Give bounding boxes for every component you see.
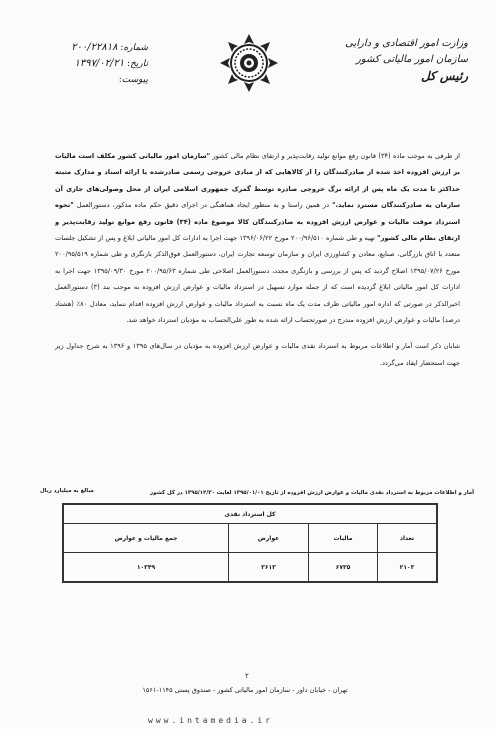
national-emblem-icon [218,32,280,94]
cell-count: ۲۱۰۳ [377,552,437,582]
table-unit: مبالغ به میلیارد ریال [40,488,94,494]
paragraph-2: شایان ذکر است آمار و اطلاعات مربوط به استرداد نقدی مالیات و عوارض ارزش افزوده به مؤدیان در سال‌های ۱۳۹۵ و ۱۳۹۶ به شرح جداول زیر جهت استحضار ایفاد می‌گردد. [55,342,460,367]
table-title: آمار و اطلاعات مربوط به استرداد نقدی مالیات و عوارض ارزش افزوده از تاریخ ۱۳۹۵/۰۱/۰۱ لغایت ۱۳۹۵/۱۲/۳۰ در کل کشور [150,490,474,496]
watermark-url: www.intamedia.ir [148,716,274,725]
paragraph-1 [55,148,460,328]
letterhead-org [318,36,468,84]
col-header-count: تعداد [377,523,437,553]
cell-tax: ۶۷۳۵ [308,552,378,582]
letter-meta [28,40,148,88]
col-header-duties: عوارض [228,523,309,553]
footer-address: تهران - خیابان داور - سازمان امور مالیاتی کشور - صندوق پستی ۱۱۴۵-۱۵۶۱ [142,686,348,694]
page-number: ۲ [245,672,249,680]
letter-number-row: شماره: ۲۰۰/۲۲۸۱۸ [71,42,148,53]
col-header-tax: مالیات [308,523,378,553]
p1-quote-instruction: "نحوه استرداد موقت مالیات و عوارض ارزش افزوده به صادرکنندگان کالا موضوع ماده (۳۴) قانون رفع موانع تولید رقابت‌پذیر و ارتقای نظام مالی کشور" [55,201,460,243]
number-label: شماره [123,43,148,53]
letter-date-row: تاریخ: ۱۳۹۷/۰۲/۲۱ [74,58,148,69]
ministry-name: وزارت امور اقتصادی و دارایی [345,38,468,49]
attachment-row: پیوست: [118,75,148,85]
p1-details: تهیه و طی شماره ۲۰۰/۹۶/۵۱۰ مورخ ۱۳۹۶/۰۶/۲۲ جهت اجرا به ادارات کل امور مالیاتی ابلاغ و پس از تشکیل جلسات متعدد با اتاق بازرگانی، صنایع، معادن و کشاورزی ایران و سازمان توسعه تجارت ایران، دستورالعمل فوق‌الذکر بازنگری و طی شماره ۲۰۰/۹۵/۵۱۹ مورخ ۱۳۹۵/۰۷/۲۶ اصلاح گردید که پس از بررسی و بازنگری مجدد، دستورالعمل اصلاحی طی شماره ۲۰۰/۹۵/۶۳ مورخ ۱۳۹۵/۰۹/۳۰ جهت اجرا به ادارات کل امور مالیاتی ابلاغ گردیده است که از جمله موارد تسهیل در استرداد مالیات و عوارض ارزش افزوده به موجب بند (۳) دستورالعمل اخیرالذکر در صورتی که اداره امور مالیاتی ظرف مدت یک ماه نسبت به استرداد مالیات و عوارض ارزش افزوده اقدام ننماید، معادل ۸۰٪ (هشتاد درصد) مالیات و عوارض ارزش افزوده مندرج در صورتحساب ارائه شده به طور علی‌الحساب به مؤدیان استرداد خواهد شد. [55,234,461,325]
cell-total: ۱۰۳۴۹ [63,552,229,582]
number-value: ۲۰۰/۲۲۸۱۸ [71,42,118,53]
col-header-total: جمع مالیات و عوارض [63,523,229,553]
organization-name: سازمان امور مالیاتی کشور [356,54,468,65]
attachment-label: پیوست [121,75,148,85]
table-group-header: کل استرداد نقدی [63,504,437,524]
p1-context: در همین راستا و به منظور ایجاد هماهنگی در اجرای دقیق حکم ماده مذکور، دستورالعمل [76,201,330,210]
date-value: ۱۳۹۷/۰۲/۲۱ [74,58,125,69]
p1-quote-law: "سازمان امور مالیاتی کشور مکلف است مالیات بر ارزش افزوده اخذ شده از صادرکنندگان را از کالاهایی که از مبادی خروجی رسمی صادرشده یا ارائه اسناد و مدارک مثبته حداکثر تا مدت یک ماه پس از ارائه برگ خروجی صادره توسط گمرک جمهوری اسلامی ایران از محل وصولی‌های جاری آن سازمان به صادرکنندگان مسترد نماید." [55,152,460,210]
refund-table [62,503,438,583]
cell-duties: ۳۶۱۳ [228,552,309,582]
office-title: رئیس کل [420,69,468,83]
date-label: تاریخ [130,59,148,69]
p1-intro: از طرفی به موجب ماده (۳۴) قانون رفع موانع تولید رقابت‌پذیر و ارتقای نظام مالی کشور [212,152,460,160]
letter-body [55,148,460,371]
